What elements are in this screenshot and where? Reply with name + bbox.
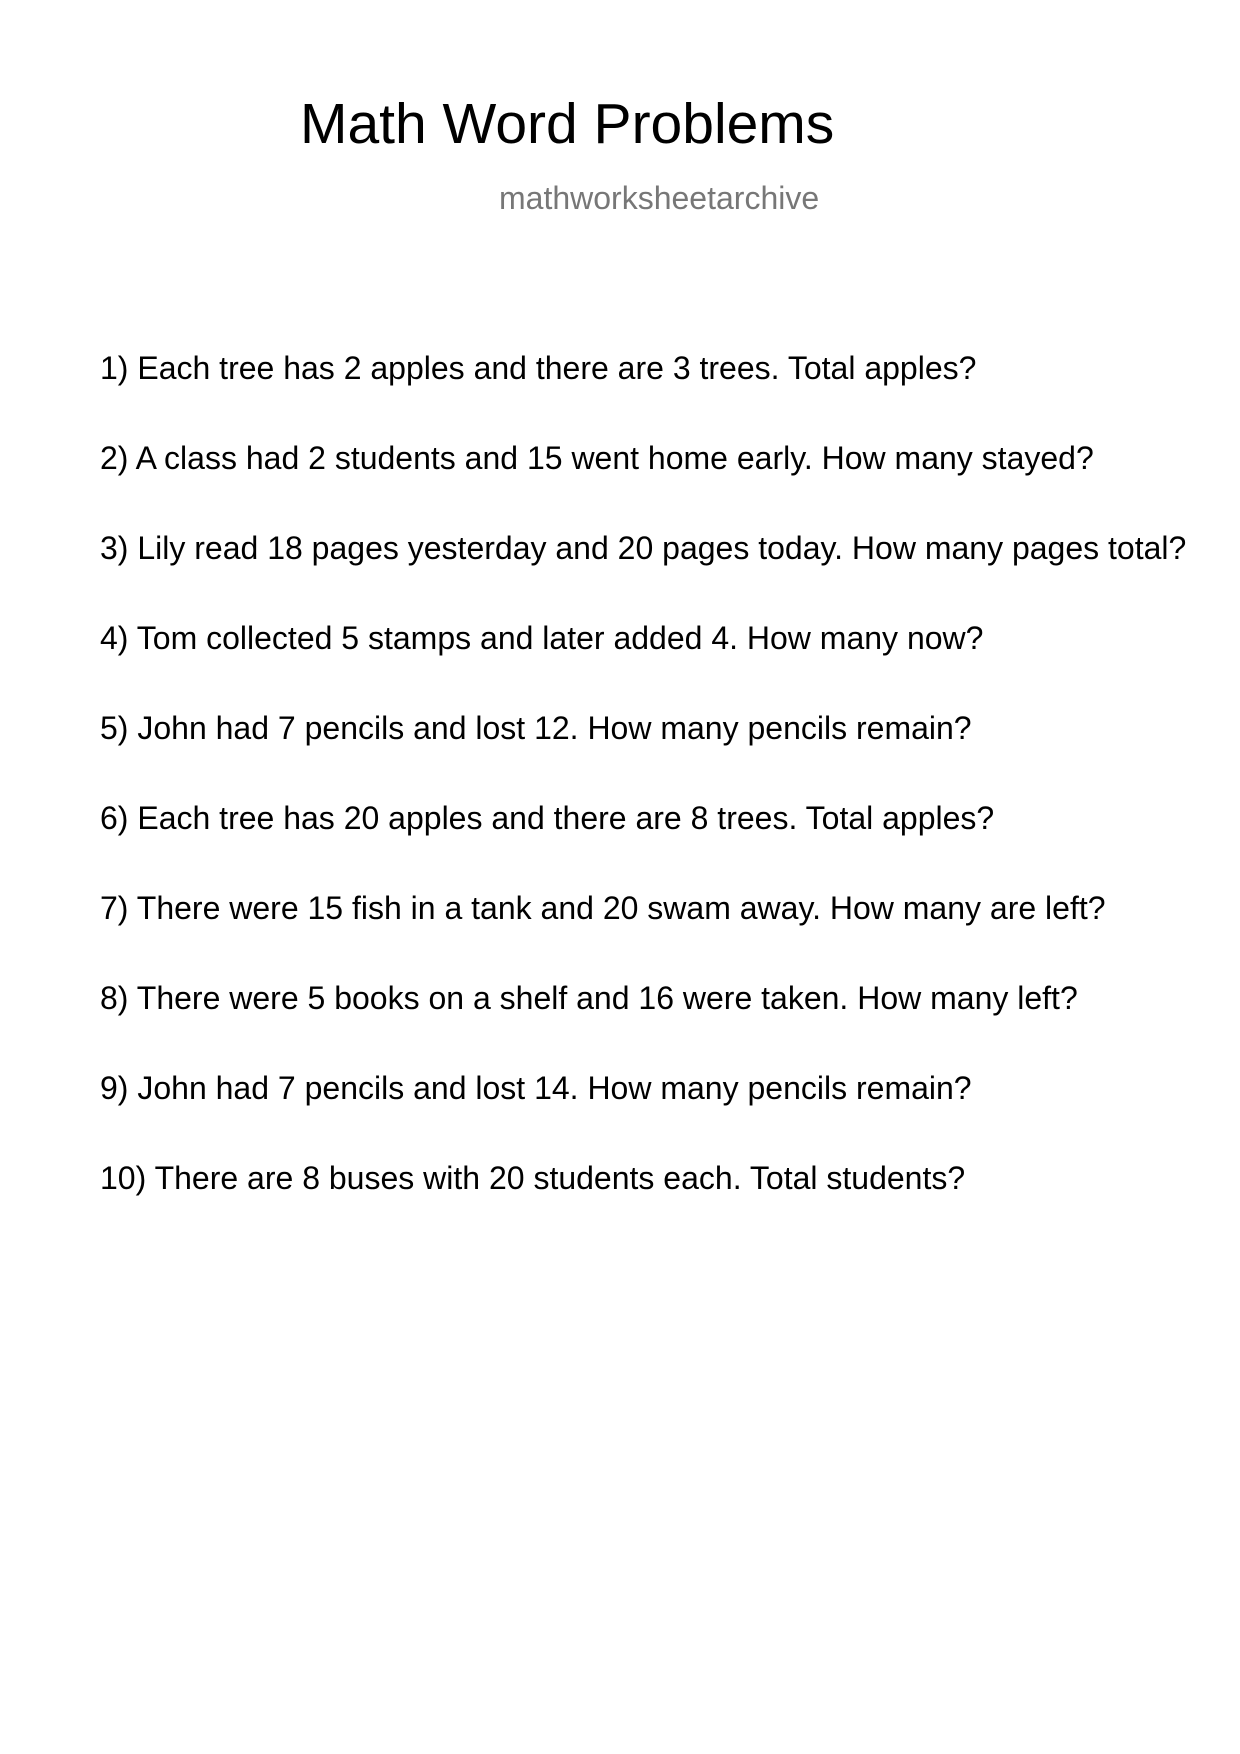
problem-item: 5) John had 7 pencils and lost 12. How many pencils remain? bbox=[100, 710, 972, 746]
page-title: Math Word Problems bbox=[300, 92, 835, 156]
problem-item: 4) Tom collected 5 stamps and later added 4. How many now? bbox=[100, 620, 984, 656]
problem-item: 2) A class had 2 students and 15 went home early. How many stayed? bbox=[100, 440, 1094, 476]
problem-item: 6) Each tree has 20 apples and there are 8 trees. Total apples? bbox=[100, 800, 995, 836]
problem-item: 8) There were 5 books on a shelf and 16 were taken. How many left? bbox=[100, 980, 1078, 1016]
source-subtitle: mathworksheetarchive bbox=[499, 180, 820, 216]
problem-item: 10) There are 8 buses with 20 students each. Total students? bbox=[100, 1160, 966, 1196]
problem-item: 9) John had 7 pencils and lost 14. How many pencils remain? bbox=[100, 1070, 972, 1106]
problem-item: 7) There were 15 fish in a tank and 20 swam away. How many are left? bbox=[100, 890, 1106, 926]
problem-item: 1) Each tree has 2 apples and there are 3 trees. Total apples? bbox=[100, 350, 977, 386]
problem-item: 3) Lily read 18 pages yesterday and 20 pages today. How many pages total? bbox=[100, 530, 1187, 566]
problem-list bbox=[100, 352, 1186, 1252]
